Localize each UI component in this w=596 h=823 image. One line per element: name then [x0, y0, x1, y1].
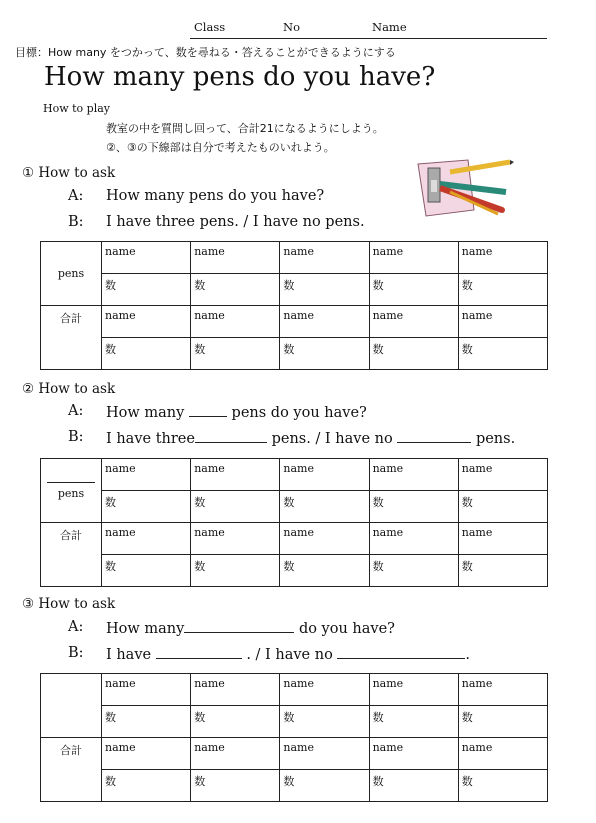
count-cell[interactable]: 数	[191, 338, 280, 370]
goal-text: 目標：How many をつかって、数を尋ねる・答えることができるようにする	[15, 46, 396, 59]
name-cell[interactable]: name	[191, 738, 280, 770]
section-3-a-label: A:	[68, 619, 84, 635]
name-cell[interactable]: name	[280, 674, 369, 706]
count-cell[interactable]: 数	[280, 274, 369, 306]
count-cell[interactable]: 数	[191, 274, 280, 306]
count-cell[interactable]: 数	[102, 274, 191, 306]
name-cell[interactable]: name	[280, 523, 369, 555]
answer-blank[interactable]	[337, 645, 465, 659]
instruction-line-2: ②、③の下線部は自分で考えたものいれよう。	[106, 141, 335, 154]
count-cell[interactable]: 数	[102, 338, 191, 370]
number-label: No	[283, 20, 300, 34]
section-2-question: How many pens do you have?	[106, 405, 367, 421]
count-cell[interactable]: 数	[458, 491, 547, 523]
section-2-answer: I have three pens. / I have no pens.	[106, 431, 516, 447]
answer-blank[interactable]	[397, 429, 471, 443]
header-underline	[190, 38, 547, 39]
row-label-total: 合計	[41, 523, 102, 587]
row-label-pens: pens	[41, 459, 102, 523]
section-2-a-label: A:	[68, 403, 84, 419]
count-cell[interactable]: 数	[369, 274, 458, 306]
name-cell[interactable]: name	[191, 306, 280, 338]
name-cell[interactable]: name	[369, 738, 458, 770]
row-label-blank-cell[interactable]	[41, 674, 102, 738]
name-cell[interactable]: name	[369, 459, 458, 491]
name-cell[interactable]: name	[369, 306, 458, 338]
count-cell[interactable]: 数	[102, 706, 191, 738]
row-label-pens: pens	[41, 242, 102, 306]
count-cell[interactable]: 数	[191, 555, 280, 587]
name-cell[interactable]: name	[102, 523, 191, 555]
count-cell[interactable]: 数	[458, 770, 547, 802]
count-cell[interactable]: 数	[102, 770, 191, 802]
answer-blank[interactable]	[184, 619, 294, 633]
name-cell[interactable]: name	[280, 306, 369, 338]
count-cell[interactable]: 数	[458, 274, 547, 306]
page-title: How many pens do you have?	[44, 62, 436, 92]
name-cell[interactable]: name	[458, 459, 547, 491]
name-label: Name	[372, 20, 407, 34]
count-cell[interactable]: 数	[369, 555, 458, 587]
name-cell[interactable]: name	[280, 738, 369, 770]
section-2-b-label: B:	[68, 429, 84, 445]
name-cell[interactable]: name	[458, 242, 547, 274]
section-3-question: How many do you have?	[106, 621, 395, 637]
row-label-total: 合計	[41, 738, 102, 802]
section-1-table	[40, 241, 548, 370]
count-cell[interactable]: 数	[280, 706, 369, 738]
section-2-table	[40, 458, 548, 587]
count-cell[interactable]: 数	[458, 706, 547, 738]
name-cell[interactable]: name	[280, 242, 369, 274]
name-cell[interactable]: name	[369, 242, 458, 274]
count-cell[interactable]: 数	[280, 491, 369, 523]
row-label-total: 合計	[41, 306, 102, 370]
section-3-table	[40, 673, 548, 802]
answer-blank[interactable]	[189, 403, 227, 417]
count-cell[interactable]: 数	[369, 491, 458, 523]
name-cell[interactable]: name	[369, 523, 458, 555]
answer-blank[interactable]	[195, 429, 267, 443]
count-cell[interactable]: 数	[280, 338, 369, 370]
count-cell[interactable]: 数	[458, 555, 547, 587]
name-cell[interactable]: name	[102, 674, 191, 706]
name-cell[interactable]: name	[102, 459, 191, 491]
name-cell[interactable]: name	[191, 523, 280, 555]
count-cell[interactable]: 数	[280, 770, 369, 802]
name-cell[interactable]: name	[102, 306, 191, 338]
count-cell[interactable]: 数	[102, 491, 191, 523]
section-3-b-label: B:	[68, 645, 84, 661]
name-cell[interactable]: name	[369, 674, 458, 706]
name-cell[interactable]: name	[102, 242, 191, 274]
section-1-a-label: A:	[68, 188, 84, 204]
name-cell[interactable]: name	[458, 738, 547, 770]
count-cell[interactable]: 数	[280, 555, 369, 587]
row-label-blank[interactable]	[47, 482, 95, 483]
count-cell[interactable]: 数	[369, 338, 458, 370]
name-cell[interactable]: name	[280, 459, 369, 491]
pens-icon	[410, 158, 514, 220]
section-1-heading: ① How to ask	[22, 165, 116, 181]
section-2-heading: ② How to ask	[22, 381, 116, 397]
section-1-question: How many pens do you have?	[106, 188, 325, 204]
count-cell[interactable]: 数	[191, 770, 280, 802]
count-cell[interactable]: 数	[102, 555, 191, 587]
name-cell[interactable]: name	[458, 523, 547, 555]
section-3-heading: ③ How to ask	[22, 596, 116, 612]
count-cell[interactable]: 数	[191, 491, 280, 523]
count-cell[interactable]: 数	[191, 706, 280, 738]
count-cell[interactable]: 数	[369, 770, 458, 802]
section-1-b-label: B:	[68, 214, 84, 230]
name-cell[interactable]: name	[191, 459, 280, 491]
section-1-answer: I have three pens. / I have no pens.	[106, 214, 365, 230]
name-cell[interactable]: name	[458, 306, 547, 338]
name-cell[interactable]: name	[191, 674, 280, 706]
answer-blank[interactable]	[156, 645, 242, 659]
section-3-answer: I have . / I have no .	[106, 647, 471, 663]
name-cell[interactable]: name	[191, 242, 280, 274]
class-label: Class	[194, 20, 226, 34]
how-to-play-label: How to play	[43, 102, 110, 115]
name-cell[interactable]: name	[102, 738, 191, 770]
name-cell[interactable]: name	[458, 674, 547, 706]
instruction-line-1: 教室の中を質問し回って、合計21になるようにしよう。	[106, 122, 384, 135]
count-cell[interactable]: 数	[369, 706, 458, 738]
count-cell[interactable]: 数	[458, 338, 547, 370]
